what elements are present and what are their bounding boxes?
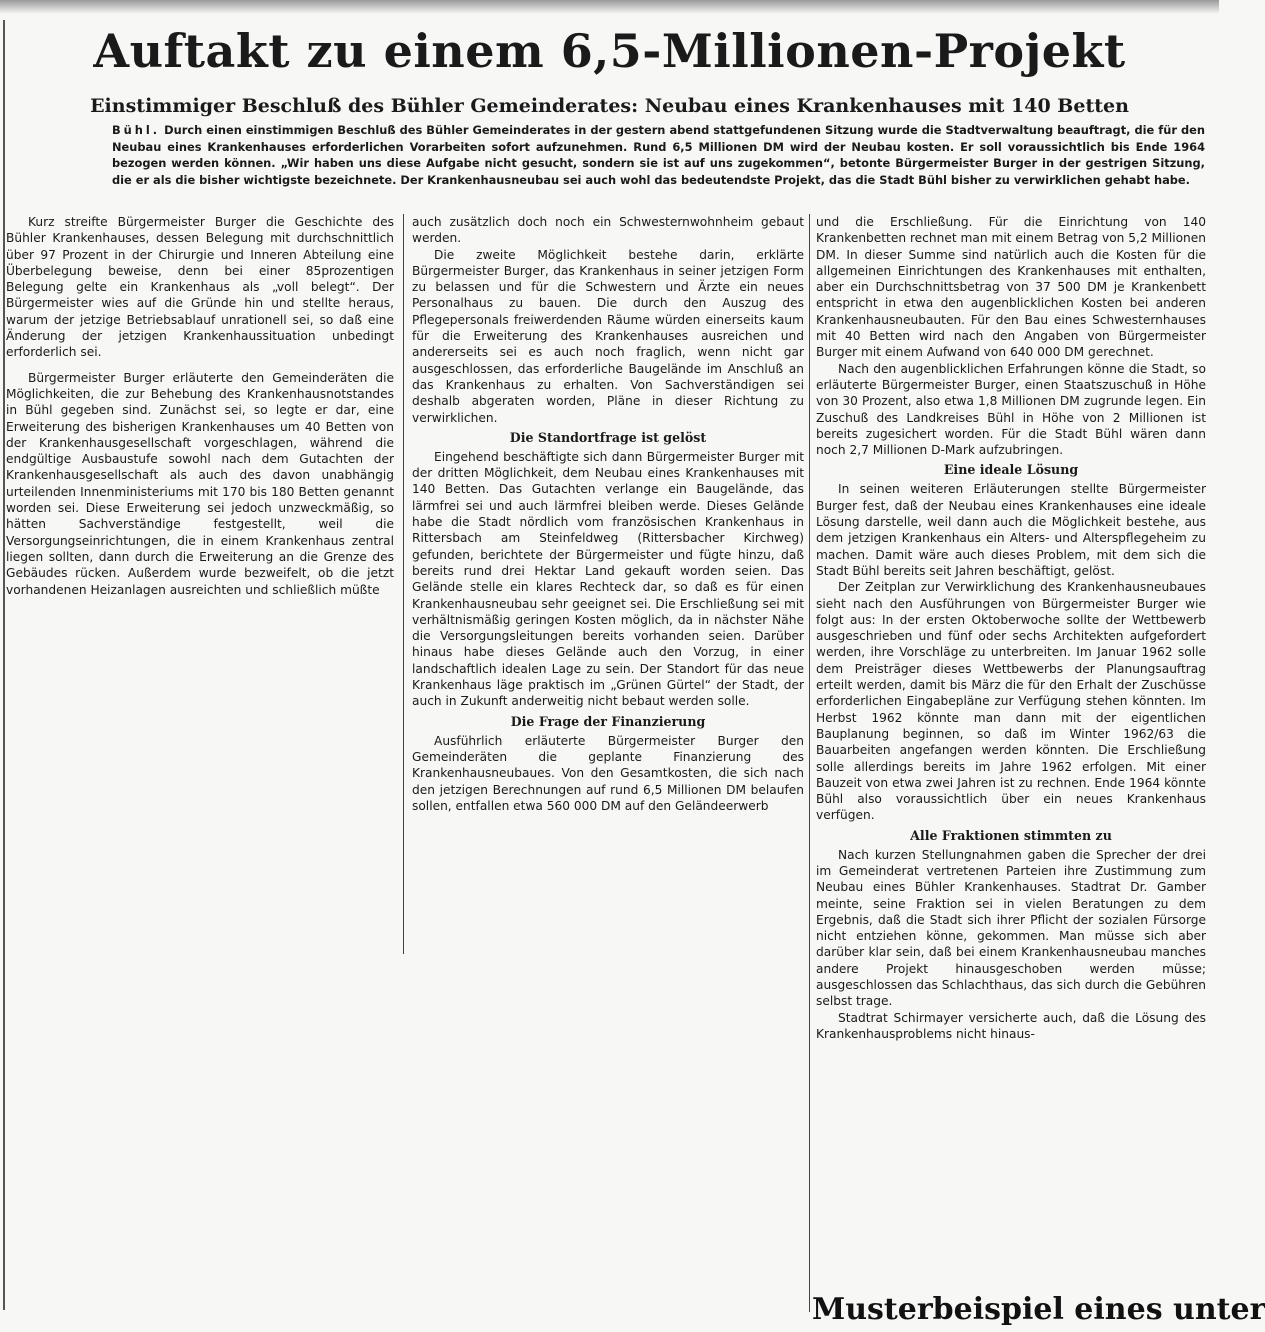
col3-paragraph-1: und die Erschließung. Für die Einrichtung von 140 Krankenbetten rechnet man mit einem Betrag von 5,2 Millionen DM. In dieser Summe sind natürlich auch die Kosten für die allgemeinen Einrichtungen des Krankenhauses mit enthalten, aber ein Durchschnittsbetrag von 37 500 DM je Krankenbett entspricht in etwa den augenblicklichen Kosten bei anderen Krankenhausneubauten. Für den Bau eines Schwesternhauses mit 40 Betten wird nach den Angaben von Bürgermeister Burger mit einem Aufwand von 640 000 DM gerechnet. [816, 215, 1206, 360]
lead-text: Durch einen einstimmigen Beschluß des Bühler Gemeinderates in der gestern abend stattgefundenen Sitzung wurde die Stadtverwaltung beauftragt, die für den Neubau eines Krankenhauses erforderlichen Vorarbeiten sofort aufzunehmen. Rund 6,5 Millionen DM wird der Neubau kosten. Er soll voraussichtlich bis Ende 1964 bezogen werden können. „Wir haben uns diese Aufgabe nicht gesucht, sondern sie ist auf uns zugekommen“, betonte Bürgermeister Burger in der gestrigen Sitzung, die er als die bisher wichtigste bezeichnete. Der Krankenhausneubau sei auch wohl das bedeutendste Projekt, das die Stadt Bühl bisher zu verwirklichen gehabt habe. [112, 123, 1205, 187]
col1-paragraph-1: Kurz streifte Bürgermeister Burger die Geschichte des Bühler Krankenhauses, dessen Belegung mit durchschnittlich über 97 Prozent in der Chirurgie und Inneren Abteilung eine Überbelegung beweise, denn bei einer 85prozentigen Belegung gelte ein Krankenhaus als „voll belegt“. Der Bürgermeister wies auf die Gründe hin und stellte heraus, warum der jetzige Betriebsablauf unrationell sei, so daß eine Änderung der jetzigen Krankenhaussituation unbedingt erforderlich sei. [6, 215, 394, 360]
lead-dateline: Bühl. [112, 123, 161, 137]
col1-paragraph-2: Bürgermeister Burger erläuterte den Gemeinderäten die Möglichkeiten, die zur Behebung des Krankenhausnotstandes in Bühl gegeben sind. Zunächst sei, so legte er dar, eine Erweiterung des bisherigen Krankenhauses um 40 Betten von der Krankenhausgesellschaft vorgeschlagen, während die endgültige Ausbaustufe sowohl nach dem Gutachten der Krankenhausgesellschaft als auch des davon unabhängig urteilenden Innenministeriums mit 170 bis 180 Betten genannt worden sei. Diese Erweiterung sei jedoch unzweckmäßig, so hätten Sachverständige festgestellt, weil die Versorgungseinrichtungen, die in einem Krankenhaus zentral liegen sollten, dann durch die Erweiterung an die Grenze des Gebäudes rücken. Außerdem wurde bezweifelt, ob die jetzt vorhandenen Heizanlagen ausreichten und schließlich müßte [6, 370, 394, 597]
article-lead [112, 122, 1205, 188]
column-1 [6, 214, 394, 598]
section-heading-ideale-loesung: Eine ideale Lösung [943, 462, 1079, 478]
article-headline: Auftakt zu einem 6,5-Millionen-Projekt [93, 24, 1126, 78]
section-heading-standort: Die Standortfrage ist gelöst [509, 429, 707, 445]
next-article-headline-fragment: Musterbeispiel eines unter [812, 1292, 1265, 1327]
article-subheadline: Einstimmiger Beschluß des Bühler Gemeinderates: Neubau eines Krankenhauses mit 140 Betten [90, 95, 1129, 117]
column-2 [412, 214, 804, 814]
col2-paragraph-1: auch zusätzlich doch noch ein Schwesternwohnheim gebaut werden. [412, 215, 804, 246]
col2-paragraph-2: Die zweite Möglichkeit bestehe darin, erklärte Bürgermeister Burger, das Krankenhaus in seiner jetzigen Form zu belassen und für die Schwestern und Ärzte ein neues Personalhaus zu bauen. Die durch den Auszug des Pflegepersonals freiwerdenden Räume würden einerseits kaum für die Erweiterung des Krankenhauses ausreichen und andererseits sei es auch noch fraglich, wenn nicht gar ausgeschlossen, das erforderliche Baugelände im Anschluß an das Krankenhaus zu erhalten. Von Sachverständigen sei deshalb abgeraten worden, Pläne in dieser Richtung zu verwirklichen. [412, 247, 804, 425]
col3-paragraph-4: Der Zeitplan zur Verwirklichung des Krankenhausneubaues sieht nach den Ausführungen von Bürgermeister Burger wie folgt aus: In der ersten Oktoberwoche sollte der Wettbewerb ausgeschrieben und fünf oder sechs Architekten aufgefordert werden, ihre Vorschläge zu unterbreiten. Im Januar 1962 solle dem Preisträger dieses Wettbewerbs der Planungsauftrag erteilt werden, damit bis März die für den Erhalt der Zuschüsse erforderlichen Eingabepläne zur Verfügung stehen könnten. Im Herbst 1962 könnte man dann mit der eigentlichen Bauplanung beginnen, so daß im Winter 1962/63 die Bauarbeiten angefangen werden könnten. Die Erschließung solle allerdings bereits im Jahre 1962 erfolgen. Mit einer Bauzeit von etwa zwei Jahren ist zu rechnen. Ende 1964 könnte Bühl also voraussichtlich über ein neues Krankenhaus verfügen. [816, 580, 1206, 823]
column-3 [816, 214, 1206, 1042]
section-heading-finanzierung: Die Frage der Finanzierung [510, 713, 706, 729]
column-rule-1 [403, 214, 404, 954]
col3-paragraph-6: Stadtrat Schirmayer versicherte auch, daß die Lösung des Krankenhausproblems nicht hinaus- [816, 1010, 1206, 1041]
section-heading-fraktionen: Alle Fraktionen stimmten zu [910, 827, 1112, 843]
col3-paragraph-5: Nach kurzen Stellungnahmen gaben die Sprecher der drei im Gemeinderat vertretenen Parteien ihre Zustimmung zum Neubau eines Bühler Krankenhauses. Stadtrat Dr. Gamber meinte, seine Fraktion sei in vielen Beratungen zu dem Ergebnis, daß die Stadt sich ihrer Pflicht der sozialen Fürsorge nicht entziehen könne, gekommen. Man müsse sich aber darüber klar sein, daß bei einem Krankenhausneubau manches andere Projekt hinausgeschoben werden müsse; ausgeschlossen das Schlachthaus, das sich durch die Gebühren selbst trage. [816, 847, 1206, 1009]
col2-paragraph-3: Eingehend beschäftigte sich dann Bürgermeister Burger mit der dritten Möglichkeit, dem Neubau eines Krankenhauses mit 140 Betten. Das Gutachten verlange ein Baugelände, das lärmfrei sei und auch lärmfrei bleiben werde. Dieses Gelände habe die Stadt nördlich vom französischen Krankenhaus in Rittersbach am Steinfeldweg (Rittersbacher Kirchweg) gefunden, berichtete der Bürgermeister und fügte hinzu, daß bereits rund drei Hektar Land gekauft worden seien. Das Gelände stelle ein klares Rechteck dar, so daß es für einen Krankenhausneubau sehr geeignet sei. Die Erschließung sei mit verhältnismäßig geringen Kosten möglich, da in nächster Nähe die Versorgungsleitungen bereits vorhanden seien. Darüber hinaus habe dieses Gelände auch den Vorzug, in einer landschaftlich idealen Lage zu sein. Der Standort für das neue Krankenhaus läge praktisch im „Grünen Gürtel“ der Stadt, der auch in Zukunft anderweitig nicht bebaut werden solle. [412, 449, 804, 709]
column-rule-2 [809, 214, 810, 1312]
col2-paragraph-4: Ausführlich erläuterte Bürgermeister Burger den Gemeinderäten die geplante Finanzierung des Krankenhausneubaues. Von den Gesamtkosten, die sich nach den jetzigen Berechnungen auf rund 6,5 Millionen DM belaufen sollen, entfallen etwa 560 000 DM auf den Geländeerwerb [412, 733, 804, 813]
col3-paragraph-3: In seinen weiteren Erläuterungen stellte Bürgermeister Burger fest, daß der Neubau eines Krankenhauses eine ideale Lösung darstelle, weil dann auch die Möglichkeit bestehe, aus dem jetzigen Krankenhaus ein Alters- und Alterspflegeheim zu machen. Damit wäre auch dieses Problem, mit dem sich die Stadt Bühl bereits seit Jahren beschäftigt, gelöst. [816, 482, 1206, 578]
left-column-rule [3, 20, 5, 1310]
col3-paragraph-2: Nach den augenblicklichen Erfahrungen könne die Stadt, so erläuterte Bürgermeister Burger, einen Staatszuschuß in Höhe von 30 Prozent, also etwa 1,8 Millionen DM zugrunde legen. Ein Zuschuß des Landkreises Bühl in Höhe von 2 Millionen ist bereits zugesichert worden. Für die Stadt Bühl wären dann noch 2,7 Millionen D-Mark aufzubringen. [816, 361, 1206, 458]
top-edge-shadow [0, 0, 1219, 14]
